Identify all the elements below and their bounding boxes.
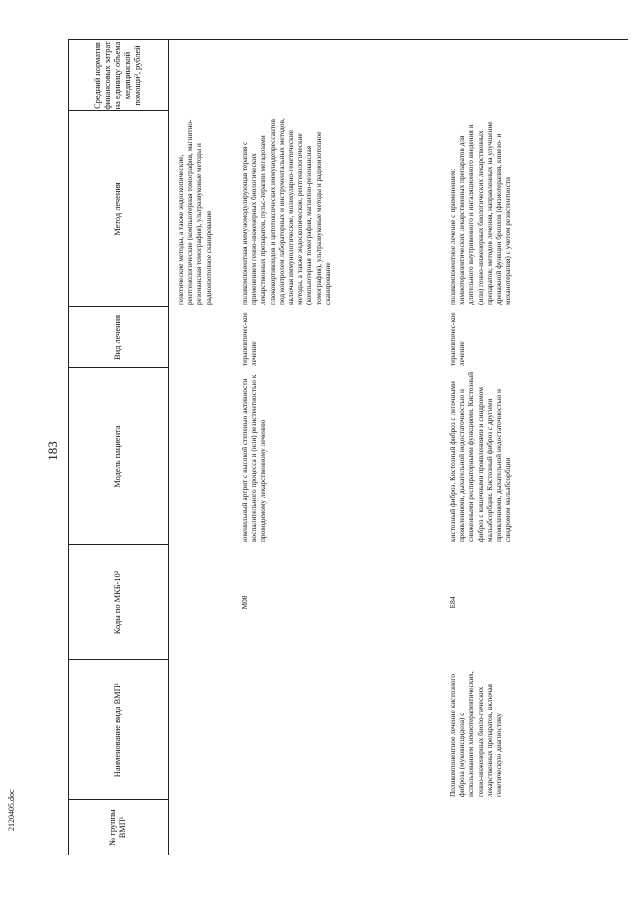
table-row-2-type: терапевтичес-кое лечение [448,312,467,366]
header-separator [168,40,169,855]
header-method: Метод лечения [113,182,122,236]
header-model: Модель пациента [113,425,122,488]
table-row-2-model: кистозный фиброз. Кистозный фиброз с легочными проявлениями, дыхательной недостаточностью и сниженными респираторными функциями. Кистозный фиброз с кишечными проявлениями и синдромом мальабсорбции. Кистозный фиброз с другими проявлениями, дыхательной недостаточностью и синдромом мальабсорбции [448,372,513,542]
header-name: Наименование вида ВМП¹ [113,682,122,778]
document-footer: 2120405.doc [7,789,16,831]
table-row-2-codes: E84 [448,596,457,609]
header-type: Вид лечения [113,315,122,360]
table-row-2-name: Поликомпонентное лечение кистозного фиброза (муковисцидоза) с использованием химиотерапевтических, генно-инженерных биоло-гических лекарственных препаратов, включая генетическую диагностику [448,671,504,797]
header-num: № группы ВМП¹ [108,809,127,846]
page-number: 183 [45,441,60,461]
table-row-1-model: ювенильный артрит с высокой степенью активности воспалительного процесса и (или) резистентностью к проводимому лекарственному лечению [240,374,268,542]
table-row-1-codes: M08 [240,595,249,610]
table-row-0-method: генетические методы, а также эндоскопические, рентгенологические (компьютерная томография, магнитно-резонансная томография), ультразвуковые методы и радиоизотопное сканирование [176,119,213,305]
services-table [68,40,628,855]
header-codes: Коды по МКБ-10² [113,570,122,635]
table-row-1-method: поликомпонентная иммуномодулирующая терапия с применением генно-инженерных биологических лекарственных препаратов, пульс-терапии мегадозами глюкокортикоидов и цитотоксических иммунодепрессантов под контролем лабораторных и инструментальных методов, включая иммунологические, молекулярно-генетические методы, а также эндоскопические, рентгенологические (компьютерная томография, магнитно-резонансная томография), ультразвуковые методы и радиоизотопное сканирование [240,118,332,305]
table-row-1-type: терапевтичес-кое лечение [240,312,259,366]
table-row-2-method: поликомпонентное лечение с применением: химиотерапевтических лекарственных препаратов для длительного внутривенного и ингаляционного введения и (или) генно-инженерных биологических лекарственных препаратов; методов лечения, направленных на улучшение дренажной функции бронхов (физиотерапия, кинезо- и механотерапия) с учетом резистентности [448,121,513,305]
header-cost: Средний норматив финансовых затрат на единицу объема медицинской помощи³, рублей [93,41,142,110]
table-row-1-name [240,663,260,797]
